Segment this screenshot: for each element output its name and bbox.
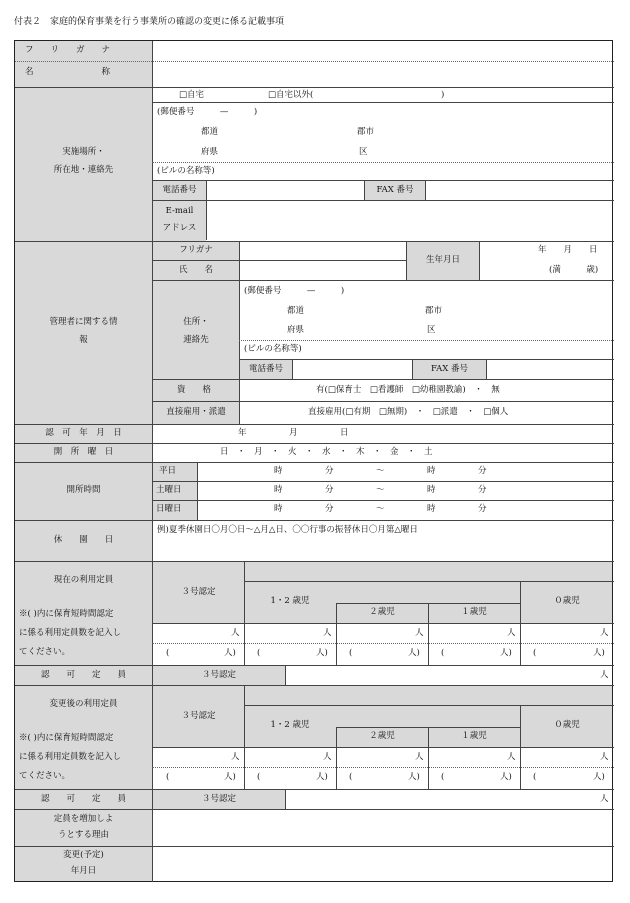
page-title: 付表２ 家庭的保育事業を行う事業所の確認の変更に係る記載事項: [14, 17, 285, 27]
qualification-label: 資 格: [177, 385, 212, 395]
changed-age2-paren-unit[interactable]: 人): [408, 772, 420, 782]
location-ku: 区: [359, 147, 368, 157]
location-postal: (郵便番号 — ): [157, 107, 258, 117]
reason-label-1: 定員を増加しよ: [53, 814, 114, 824]
manager-phone-input[interactable]: [293, 360, 412, 379]
changed-age1-paren-unit[interactable]: 人): [500, 772, 512, 782]
manager-gunshi: 郡市: [425, 306, 443, 316]
current-age1-label: １歳児: [461, 607, 487, 617]
employment-value[interactable]: 直接雇用(□有期 □無期) ・ □派遣 ・ □個人: [308, 407, 509, 417]
qualification-value[interactable]: 有(□保育士 □看護師 □幼稚園教諭) ・ 無: [316, 385, 500, 395]
manager-furigana-input[interactable]: [240, 242, 406, 260]
changed-age1-paren: (: [441, 772, 445, 782]
changed-age12-unit[interactable]: 人: [323, 752, 332, 762]
open-hours-label: 開所時間: [66, 485, 101, 495]
age-format[interactable]: (満 歳): [549, 265, 599, 275]
approved-after-cert3-label: ３号認定: [201, 794, 236, 804]
manager-furigana-label: フリガナ: [179, 245, 213, 255]
name-label: 名 称: [25, 67, 111, 77]
furigana-label: フ リ ガ ナ: [25, 45, 111, 55]
manager-label-1: 管理者に関する情: [49, 317, 118, 327]
current-cert3-unit[interactable]: 人: [231, 628, 240, 638]
changed-cert3-paren: (: [166, 772, 170, 782]
changed-cert3-unit[interactable]: 人: [231, 752, 240, 762]
manager-postal: (郵便番号 — ): [244, 286, 345, 296]
current-age2-paren: (: [349, 648, 353, 658]
other-close: ): [441, 90, 445, 100]
current-age0-paren: (: [533, 648, 537, 658]
hours-day-sunday: 日曜日: [156, 504, 182, 514]
approved-capacity-label: 認 可 定 員: [40, 670, 126, 680]
employment-label: 直接雇用・派遣: [166, 407, 226, 417]
changed-age2-label: ２歳児: [369, 731, 395, 741]
changed-age1-unit[interactable]: 人: [507, 752, 516, 762]
changed-age12-paren-unit[interactable]: 人): [316, 772, 328, 782]
changed-capacity-label-4: てください。: [19, 771, 71, 781]
hours-day-weekday: 平日: [159, 466, 177, 476]
manager-fuken: 府県: [287, 325, 305, 335]
current-capacity-label-1: 現在の利用定員: [53, 575, 114, 585]
manager-building: (ビルの名称等): [244, 344, 302, 354]
current-age2-label: ２歳児: [369, 607, 395, 617]
manager-address-label-1: 住所・: [183, 317, 209, 327]
approved-cert3-unit[interactable]: 人: [600, 670, 609, 680]
current-cert3-paren: (: [166, 648, 170, 658]
manager-label-2: 報: [79, 335, 88, 345]
reason-input[interactable]: [153, 810, 612, 846]
manager-ku: 区: [427, 325, 436, 335]
approval-date-label: 認 可 年 月 日: [45, 428, 122, 438]
holidays-label: 休 園 日: [53, 535, 114, 545]
current-capacity-label-4: てください。: [19, 647, 71, 657]
open-days-value[interactable]: 日 ・ 月 ・ 火 ・ 水 ・ 木 ・ 金 ・ 土: [220, 447, 433, 457]
manager-address-label-2: 連絡先: [183, 335, 209, 345]
manager-fax-input[interactable]: [487, 360, 612, 379]
current-age1-unit[interactable]: 人: [507, 628, 516, 638]
approval-date-value[interactable]: 年 月 日: [238, 428, 349, 438]
current-age0-unit[interactable]: 人: [600, 628, 609, 638]
hours-day-saturday: 土曜日: [156, 485, 182, 495]
changed-age1-label: １歳児: [461, 731, 487, 741]
current-age2-unit[interactable]: 人: [415, 628, 424, 638]
name-input[interactable]: [153, 62, 612, 87]
birth-format[interactable]: 年 月 日: [538, 245, 598, 255]
manager-phone-label: 電話番号: [248, 364, 283, 374]
location-gunshi: 郡市: [357, 127, 375, 137]
open-days-label: 開 所 曜 日: [53, 447, 114, 457]
furigana-input[interactable]: [153, 41, 612, 61]
current-age12-unit[interactable]: 人: [323, 628, 332, 638]
email-input[interactable]: [207, 201, 612, 241]
manager-label-cell: [15, 242, 152, 424]
current-age12-paren: (: [257, 648, 261, 658]
current-age0-label: ０歳児: [554, 596, 580, 606]
manager-todo: 都道: [287, 306, 305, 316]
reason-label-2: うとする理由: [57, 830, 109, 840]
other-checkbox[interactable]: □自宅以外(: [268, 90, 314, 100]
home-checkbox[interactable]: □自宅: [179, 90, 205, 100]
location-fuken: 府県: [201, 147, 219, 157]
current-age0-paren-unit[interactable]: 人): [593, 648, 605, 658]
changed-age2-unit[interactable]: 人: [415, 752, 424, 762]
changed-age2-paren: (: [349, 772, 353, 782]
changed-age0-paren-unit[interactable]: 人): [593, 772, 605, 782]
changed-capacity-label-2: ※( )内に保育短時間認定: [19, 733, 114, 743]
approved-after-cert3-unit[interactable]: 人: [600, 794, 609, 804]
birth-label: 生年月日: [425, 255, 460, 265]
changed-age12-label: 1・2 歳児: [270, 720, 310, 730]
changed-age0-paren: (: [533, 772, 537, 782]
changed-age0-label: ０歳児: [554, 720, 580, 730]
current-cert3-label: ３号認定: [181, 587, 216, 597]
location-phone-input[interactable]: [207, 181, 364, 200]
manager-address-label-cell: [153, 281, 239, 380]
changed-capacity-label-3: に係る利用定員数を記入し: [19, 752, 122, 762]
changed-capacity-label-1: 変更後の利用定員: [49, 699, 118, 709]
change-date-input[interactable]: [153, 847, 612, 881]
email-label-2: アドレス: [162, 223, 197, 233]
notification-form: [14, 40, 613, 882]
current-cert3-paren-unit[interactable]: 人): [224, 648, 236, 658]
approved-cert3-label: ３号認定: [201, 670, 236, 680]
hours-time-sunday[interactable]: 時 分 〜 時 分: [274, 504, 487, 514]
location-phone-label: 電話番号: [162, 185, 197, 195]
approved-capacity-after-label: 認 可 定 員: [40, 794, 126, 804]
current-capacity-label-2: ※( )内に保育短時間認定: [19, 609, 114, 619]
current-age12-label: 1・2 歳児: [270, 596, 310, 606]
location-label-1: 実施場所・: [62, 147, 105, 157]
change-date-label-1: 変更(予定): [63, 850, 104, 860]
location-building: (ビルの名称等): [157, 166, 215, 176]
current-age12-paren-unit[interactable]: 人): [316, 648, 328, 658]
hours-time-saturday[interactable]: 時 分 〜 時 分: [274, 485, 487, 495]
holidays-example[interactable]: 例)夏季休園日〇月〇日〜△月△日、〇〇行事の振替休日〇月第△曜日: [157, 525, 418, 535]
manager-fax-label: FAX 番号: [430, 364, 469, 374]
changed-cert3-paren-unit[interactable]: 人): [224, 772, 236, 782]
current-age2-paren-unit[interactable]: 人): [408, 648, 420, 658]
current-age1-paren: (: [441, 648, 445, 658]
changed-age0-unit[interactable]: 人: [600, 752, 609, 762]
location-label-2: 所在地・連絡先: [53, 165, 114, 175]
manager-name-label: 氏 名: [178, 265, 213, 275]
hours-time-weekday[interactable]: 時 分 〜 時 分: [274, 466, 487, 476]
change-date-label-2: 年月日: [70, 866, 97, 876]
changed-age12-paren: (: [257, 772, 261, 782]
location-fax-label: FAX 番号: [376, 185, 414, 195]
current-age1-paren-unit[interactable]: 人): [500, 648, 512, 658]
location-todo: 都道: [201, 127, 219, 137]
changed-cert3-label: ３号認定: [181, 711, 216, 721]
email-label-1: E-mail: [165, 206, 194, 216]
manager-name-input[interactable]: [240, 261, 406, 280]
location-fax-input[interactable]: [426, 181, 612, 200]
current-capacity-label-3: に係る利用定員数を記入し: [19, 628, 122, 638]
